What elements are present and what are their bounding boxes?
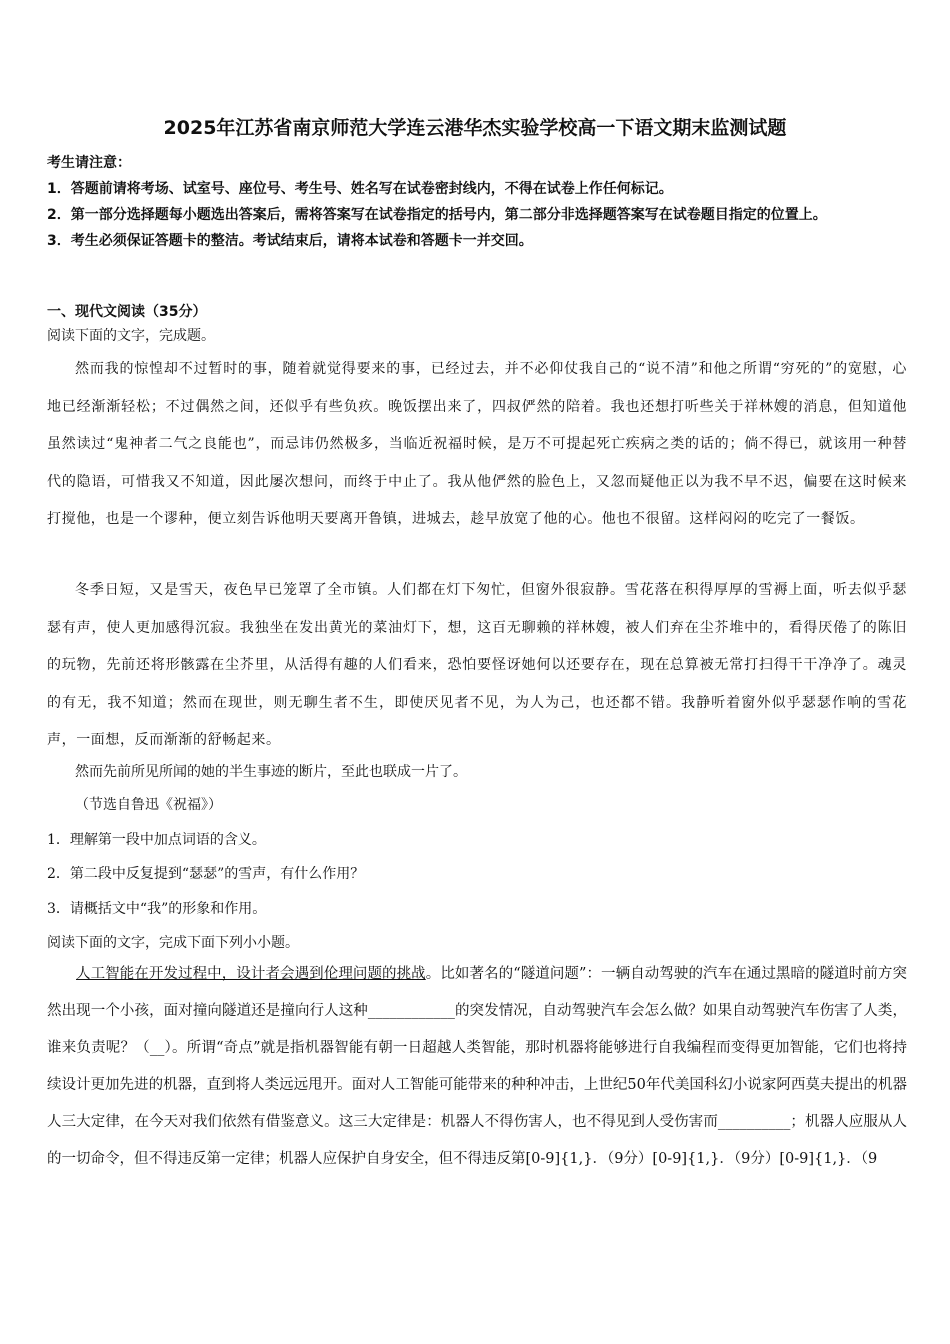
question-1: 1．理解第一段中加点词语的含义。: [47, 832, 266, 848]
underlined-sentence: 人工智能在开发过程中，设计者会遇到伦理问题的挑战: [76, 966, 426, 982]
notice-item-2: 2．第一部分选择题每小题选出答案后，需将答案写在试卷指定的括号内，第二部分非选择题答案写在试卷题目指定的位置上。: [47, 207, 827, 223]
passage-paragraph-2: 冬季日短，又是雪天，夜色早已笼罩了全市镇。人们都在灯下匆忙，但窗外很寂静。雪花落在积得厚厚的雪褥上面，听去似乎瑟瑟有声，使人更加感得沉寂。我独坐在发出黄光的菜油灯下，想，这百无聊赖的祥林嫂，被人们弃在尘芥堆中的，看得厌倦了的陈旧的玩物，先前还将形骸露在尘芥里，从活得有趣的人们看来，恐怕要怪讶她何以还要存在，现在总算被无常打扫得干干净净了。魂灵的有无，我不知道；然而在现世，则无聊生者不生，即使厌见者不见，为人为己，也还都不错。我静听着窗外似乎瑟瑟作响的雪花声，一面想，反而渐渐的舒畅起来。: [47, 582, 907, 748]
fill-blank-1: ____________: [367, 1003, 455, 1019]
notice-header: 考生请注意：: [47, 155, 131, 171]
fill-blank-2: __________: [717, 1114, 791, 1130]
reading-instruction-2: 阅读下面的文字，完成下面下列小小题。: [47, 935, 299, 951]
passage-ai-text-c: ；机器人应服从人的一切命令，但不得违反第一定律；机器人应保护自身安全，但不得违反第[0-9]{1,}．（9分）[0-9]{1,}．（9分）[0-9]{1,}．（9: [47, 1114, 908, 1167]
section-heading: 一、现代文阅读（35分）: [47, 304, 207, 320]
notice-item-3: 3．考生必须保证答题卡的整洁。考试结束后，请将本试卷和答题卡一并交回。: [47, 233, 533, 249]
reading-instruction: 阅读下面的文字，完成题。: [47, 328, 215, 344]
notice-item-1: 1．答题前请将考场、试室号、座位号、考生号、姓名写在试卷密封线内，不得在试卷上作任何标记。: [47, 181, 673, 197]
question-2: 2．第二段中反复提到“瑟瑟”的雪声，有什么作用？: [47, 866, 365, 882]
passage-paragraph-3: 然而先前所见所闻的她的半生事迹的断片，至此也联成一片了。: [75, 764, 467, 780]
notice-block: [47, 150, 907, 254]
passage-ai-text-b: 的突发情况，自动驾驶汽车会怎么做？如果自动驾驶汽车伤害了人类，谁来负责呢？（__）。所谓“奇点”就是指机器智能有朝一日超越人类智能，那时机器将能够进行自我编程而变得更加智能，它们也将持续设计更加先进的机器，直到将人类远远甩开。面对人工智能可能带来的种种冲击，上世纪50年代美国科幻小说家阿西莫夫提出的机器人三大定律，在今天对我们依然有借鉴意义。这三大定律是：机器人不得伤害人，也不得见到人受伤害而: [47, 1003, 908, 1130]
passage-ai: [47, 956, 907, 1178]
page-title: 2025年江苏省南京师范大学连云港华杰实验学校高一下语文期末监测试题: [163, 117, 787, 139]
passage-source: （节选自鲁迅《祝福》）: [75, 797, 222, 813]
passage-paragraph-1: 然而我的惊惶却不过暂时的事，随着就觉得要来的事，已经过去，并不必仰仗我自己的“说不清”和他之所谓“穷死的”的宽慰，心地已经渐渐轻松；不过偶然之间，还似乎有些负疚。晚饭摆出来了，四叔俨然的陪着。我也还想打听些关于祥林嫂的消息，但知道他虽然读过“鬼神者二气之良能也”，而忌讳仍然极多，当临近祝福时候，是万不可提起死亡疾病之类的话的；倘不得已，就该用一种替代的隐语，可惜我又不知道，因此屡次想问，而终于中止了。我从他俨然的脸色上，又忽而疑他正以为我不早不迟，偏要在这时候来打搅他，也是一个谬种，便立刻告诉他明天要离开鲁镇，进城去，趁早放宽了他的心。他也不很留。这样闷闷的吃完了一餐饭。: [47, 361, 907, 527]
question-3: 3．请概括文中“我”的形象和作用。: [47, 901, 267, 917]
passage-ai-text-a: 。比如著名的“隧道问题”：一辆自动驾驶的汽车在通过黑暗的隧道时前方突然出现一个小孩，面对撞向隧道还是撞向行人这种: [47, 966, 908, 1019]
